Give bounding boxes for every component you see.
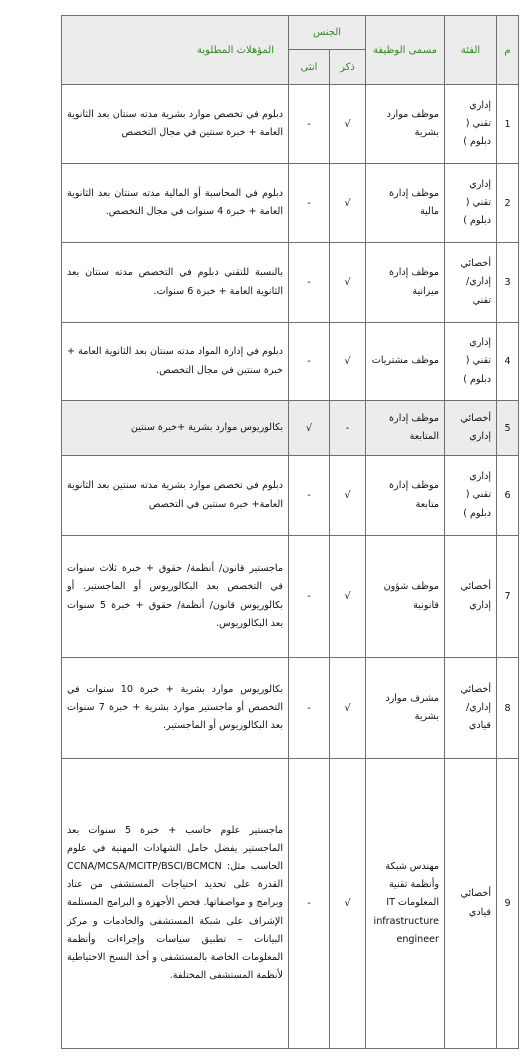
header-title: مسمى الوظيفة: [366, 16, 445, 85]
row-number: 6: [497, 456, 519, 536]
row-number: 3: [497, 243, 519, 323]
table-row: [62, 243, 519, 323]
table-row: [62, 759, 519, 1049]
row-job-title: موظف إدارة مالية: [366, 164, 445, 243]
row-job-title: موظف شؤون قانونية: [366, 536, 445, 658]
row-male: √: [330, 456, 366, 536]
row-male: √: [330, 243, 366, 323]
row-qualification: ماجستير علوم حاسب + خبرة 5 سنوات بعد الماجستير يفضل حامل الشهادات المهنية في علوم الحاسب مثل: CCNA/MCSA/MCITP/BSCI/BCMCN القدرة على تحديد احتياجات المستشفى من عتاد وبرامج و مواصفاتها. فحص الأجهزة و البرامج المستلمة الإشراف على شبكة المستشفى والخادمات و مركز البيانات – تطبيق سياسات وإجراءات وأنظمة المعلومات الخاصة بالمستشفى و أخذ النسخ الاحتياطية لأنظمة المستشفى المختلفة.: [62, 759, 289, 1049]
row-male: √: [330, 536, 366, 658]
row-qualification: دبلوم في المحاسبة أو المالية مدته سنتان بعد الثانوية العامة + خبرة 4 سنوات في مجال التخصص.: [62, 164, 289, 243]
row-category: أخصائي إداري/ قيادي: [445, 658, 497, 759]
row-number: 1: [497, 85, 519, 164]
row-male: √: [330, 164, 366, 243]
row-number: 8: [497, 658, 519, 759]
table-row: [62, 536, 519, 658]
row-qualification: دبلوم في تخصص موارد بشرية مدته سنتان بعد الثانوية العامة + خبرة سنتين في مجال التخصص: [62, 85, 289, 164]
table-row: [62, 658, 519, 759]
jobs-table: [61, 15, 519, 1049]
row-qualification: دبلوم في تخصص موارد بشرية مدته سنتين بعد الثانوية العامة+ خبرة سنتين في التخصص: [62, 456, 289, 536]
row-job-title: موظف إدارة متابعة: [366, 456, 445, 536]
row-qualification: ماجستير قانون/ أنظمة/ حقوق + خبرة ثلاث سنوات في التخصص بعد البكالوريوس أو الماجستير. أو بكالوريوس قانون/ أنظمة/ حقوق + خبرة 5 سنوات بعد البكالوريوس.: [62, 536, 289, 658]
table-row: [62, 85, 519, 164]
row-number: 9: [497, 759, 519, 1049]
row-female: -: [289, 759, 330, 1049]
row-number: 7: [497, 536, 519, 658]
row-female: -: [289, 456, 330, 536]
row-female: -: [289, 164, 330, 243]
table-row: [62, 164, 519, 243]
header-female: انثى: [289, 50, 330, 85]
row-number: 2: [497, 164, 519, 243]
row-category: إداري تقني ( دبلوم ): [445, 164, 497, 243]
table-row: [62, 401, 519, 456]
row-number: 5: [497, 401, 519, 456]
row-number: 4: [497, 323, 519, 401]
row-category: أخصائي قيادي: [445, 759, 497, 1049]
row-male: √: [330, 658, 366, 759]
row-job-title: موظف موارد بشرية: [366, 85, 445, 164]
row-job-title: موظف مشتريات: [366, 323, 445, 401]
row-qualification: بكالوريوس موارد بشرية + خبرة 10 سنوات في التخصص أو ماجستير موارد بشرية + خبرة 7 سنوات بعد البكالوريوس أو الماجستير.: [62, 658, 289, 759]
row-qualification: بالنسبة للتقني دبلوم في التخصص مدته سنتان بعد الثانوية العامة + خبرة 6 سنوات.: [62, 243, 289, 323]
row-female: -: [289, 658, 330, 759]
row-category: أخصائي إداري: [445, 536, 497, 658]
row-job-title: موظف إدارة المتابعة: [366, 401, 445, 456]
header-gender: الجنس: [289, 16, 366, 50]
table-row: [62, 323, 519, 401]
row-male: √: [330, 85, 366, 164]
row-job-title: موظف إدارة ميزانية: [366, 243, 445, 323]
row-job-title: مشرف موارد بشرية: [366, 658, 445, 759]
row-qualification: بكالوريوس موارد بشرية +خبرة سنتين: [62, 401, 289, 456]
row-male: -: [330, 401, 366, 456]
row-category: إداري تقني ( دبلوم ): [445, 85, 497, 164]
row-category: إداري تقني ( دبلوم ): [445, 456, 497, 536]
header-category: الفئة: [445, 16, 497, 85]
row-category: أخصائي إداري/ تقني: [445, 243, 497, 323]
row-female: -: [289, 243, 330, 323]
row-category: إداري تقني ( دبلوم ): [445, 323, 497, 401]
row-category: أخصائي إداري: [445, 401, 497, 456]
row-male: √: [330, 323, 366, 401]
row-female: √: [289, 401, 330, 456]
row-qualification: دبلوم في إدارة المواد مدته سنتان بعد الثانوية العامة + خبرة سنتين في مجال التخصص.: [62, 323, 289, 401]
header-num: م: [497, 16, 519, 85]
row-female: -: [289, 85, 330, 164]
row-male: √: [330, 759, 366, 1049]
row-job-title: مهندس شبكة وأنظمة تقنية المعلومات IT infrastructure engineer: [366, 759, 445, 1049]
header-male: ذكر: [330, 50, 366, 85]
row-female: -: [289, 323, 330, 401]
row-female: -: [289, 536, 330, 658]
header-qualifications: المؤهلات المطلوبة: [62, 16, 289, 85]
table-row: [62, 456, 519, 536]
